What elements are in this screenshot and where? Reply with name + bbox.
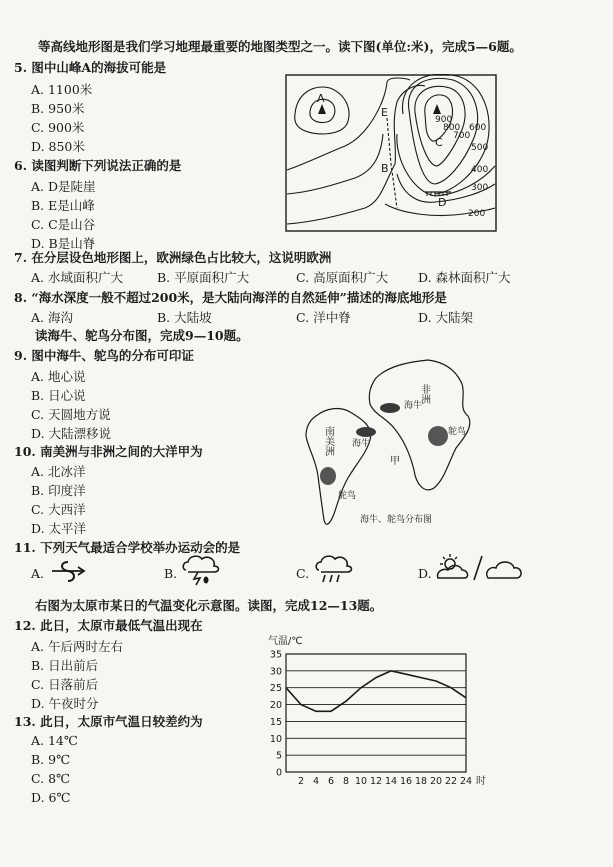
chart-ytick-label: 15 (269, 716, 282, 728)
label-d: D (438, 196, 447, 209)
question-9-stem: 9. 图中海牛、鸵鸟的分布可印证 (14, 348, 194, 363)
chart-ytick-label: 0 (275, 767, 282, 779)
chart-xtick-label: 16 (399, 776, 413, 787)
q12-option-b[interactable]: B. 日出前后 (31, 658, 99, 673)
question-7-stem: 7. 在分层设色地形图上，欧洲绿色占比较大，这说明欧洲 (14, 250, 332, 265)
temperature-line (286, 671, 466, 711)
label-e: E (381, 106, 388, 119)
peak-right-triangle (433, 104, 441, 114)
chart-xlabel: 时 (476, 776, 486, 787)
distribution-map (298, 356, 478, 531)
question-13-stem: 13. 此日，太原市气温日较差约为 (14, 714, 203, 729)
question-5-stem: 5. 图中山峰A的海拔可能是 (14, 60, 167, 75)
chart-ytick-label: 10 (269, 733, 282, 745)
contour-200: 200 (468, 209, 486, 219)
q5-option-c[interactable]: C. 900米 (31, 120, 85, 135)
q8-option-b[interactable]: B. 大陆坡 (157, 310, 212, 325)
question-11-stem: 11. 下列天气最适合学校举办运动会的是 (14, 540, 241, 555)
label-manatee-sa: 海牛 (352, 439, 371, 449)
chart-xtick-label: 2 (297, 776, 305, 787)
chart-xtick-label: 10 (354, 776, 368, 787)
intro-5-6: 等高线地形图是我们学习地理最重要的地图类型之一。读下图(单位:米)，完成5—6题。 (38, 39, 522, 54)
chart-ytick-label: 30 (269, 666, 282, 678)
q6-option-d[interactable]: D. B是山脊 (31, 236, 96, 251)
q9-option-b[interactable]: B. 日心说 (31, 388, 86, 403)
q5-option-d[interactable]: D. 850米 (31, 139, 85, 154)
contour-300: 300 (471, 183, 489, 193)
q10-option-a[interactable]: A. 北冰洋 (31, 464, 86, 479)
q11-option-d[interactable]: D. (418, 566, 432, 581)
chart-xtick-label: 12 (369, 776, 383, 787)
chart-xtick-label: 18 (414, 776, 428, 787)
q6-option-b[interactable]: B. E是山峰 (31, 198, 95, 213)
chart-plot-border (286, 654, 466, 772)
thunderstorm-icon (180, 552, 222, 586)
q13-option-b[interactable]: B. 9℃ (31, 752, 71, 767)
q13-option-d[interactable]: D. 6℃ (31, 790, 71, 805)
q7-option-b[interactable]: B. 平原面积广大 (157, 270, 250, 285)
rain-icon (313, 552, 355, 586)
q13-option-a[interactable]: A. 14℃ (31, 733, 78, 748)
q11-option-b[interactable]: B. (164, 566, 178, 581)
q10-option-d[interactable]: D. 太平洋 (31, 521, 87, 536)
question-6-stem: 6. 读图判断下列说法正确的是 (14, 158, 182, 173)
label-ocean-jia: 甲 (390, 456, 400, 467)
q9-option-a[interactable]: A. 地心说 (31, 369, 86, 384)
chart-xtick-label: 24 (459, 776, 473, 787)
label-south-america: 南美洲 (322, 426, 334, 456)
contour-map (285, 74, 497, 232)
intro-12-13: 右图为太原市某日的气温变化示意图。读图，完成12—13题。 (35, 598, 383, 613)
q13-option-c[interactable]: C. 8℃ (31, 771, 71, 786)
label-ostrich-sa: 鸵鸟 (338, 491, 357, 501)
q8-option-a[interactable]: A. 海沟 (31, 310, 73, 325)
chart-xtick-label: 8 (342, 776, 350, 787)
label-b: B (381, 162, 389, 175)
q9-option-c[interactable]: C. 天圆地方说 (31, 407, 111, 422)
chart-ytick-label: 25 (269, 683, 282, 695)
contour-500: 500 (471, 143, 489, 153)
intro-9-10: 读海牛、鸵鸟分布图，完成9—10题。 (35, 328, 249, 343)
q7-option-a[interactable]: A. 水域面积广大 (31, 270, 123, 285)
chart-ytick-label: 5 (275, 750, 282, 762)
contour-400: 400 (471, 165, 489, 175)
q11-option-a[interactable]: A. (31, 566, 45, 581)
q12-option-c[interactable]: C. 日落前后 (31, 677, 99, 692)
chart-xtick-label: 20 (429, 776, 443, 787)
contour-900: 900 (435, 115, 453, 125)
label-africa: 非洲 (418, 384, 430, 404)
label-c: C (435, 136, 443, 149)
question-12-stem: 12. 此日，太原市最低气温出现在 (14, 618, 203, 633)
chart-ytick-label: 35 (269, 649, 282, 661)
q6-option-a[interactable]: A. D是陡崖 (31, 179, 96, 194)
q5-option-a[interactable]: A. 1100米 (31, 82, 93, 97)
q12-option-a[interactable]: A. 午后两时左右 (31, 639, 123, 654)
question-8-stem: 8. “海水深度一般不超过200米，是大陆向海洋的自然延伸”描述的海底地形是 (14, 290, 447, 305)
chart-ylabel: 气温/℃ (268, 636, 303, 647)
q8-option-d[interactable]: D. 大陆架 (418, 310, 474, 325)
peak-a-triangle (318, 104, 326, 114)
question-10-stem: 10. 南美洲与非洲之间的大洋甲为 (14, 444, 203, 459)
q9-option-d[interactable]: D. 大陆漂移说 (31, 426, 112, 441)
q11-option-c[interactable]: C. (296, 566, 310, 581)
label-a: A (317, 92, 325, 105)
label-manatee-africa: 海牛 (404, 401, 423, 411)
q12-option-d[interactable]: D. 午夜时分 (31, 696, 99, 711)
contour-800: 800 (443, 123, 461, 133)
q7-option-d[interactable]: D. 森林面积广大 (418, 270, 511, 285)
q10-option-b[interactable]: B. 印度洋 (31, 483, 86, 498)
label-ostrich-africa: 鸵鸟 (448, 427, 467, 437)
sunny-cloudy-icon (434, 552, 526, 584)
map-caption: 海牛、鸵鸟分布图 (360, 515, 433, 525)
q8-option-c[interactable]: C. 洋中脊 (296, 310, 351, 325)
chart-xtick-label: 4 (312, 776, 320, 787)
wind-icon (50, 558, 88, 586)
q7-option-c[interactable]: C. 高原面积广大 (296, 270, 389, 285)
q10-option-c[interactable]: C. 大西洋 (31, 502, 86, 517)
contour-700: 700 (453, 131, 471, 141)
temperature-chart (262, 632, 492, 790)
chart-ytick-label: 20 (269, 700, 282, 712)
chart-xtick-label: 6 (327, 776, 335, 787)
q6-option-c[interactable]: C. C是山谷 (31, 217, 96, 232)
chart-xtick-label: 22 (444, 776, 458, 787)
q5-option-b[interactable]: B. 950米 (31, 101, 85, 116)
contour-600: 600 (469, 123, 487, 133)
chart-xtick-label: 14 (384, 776, 398, 787)
